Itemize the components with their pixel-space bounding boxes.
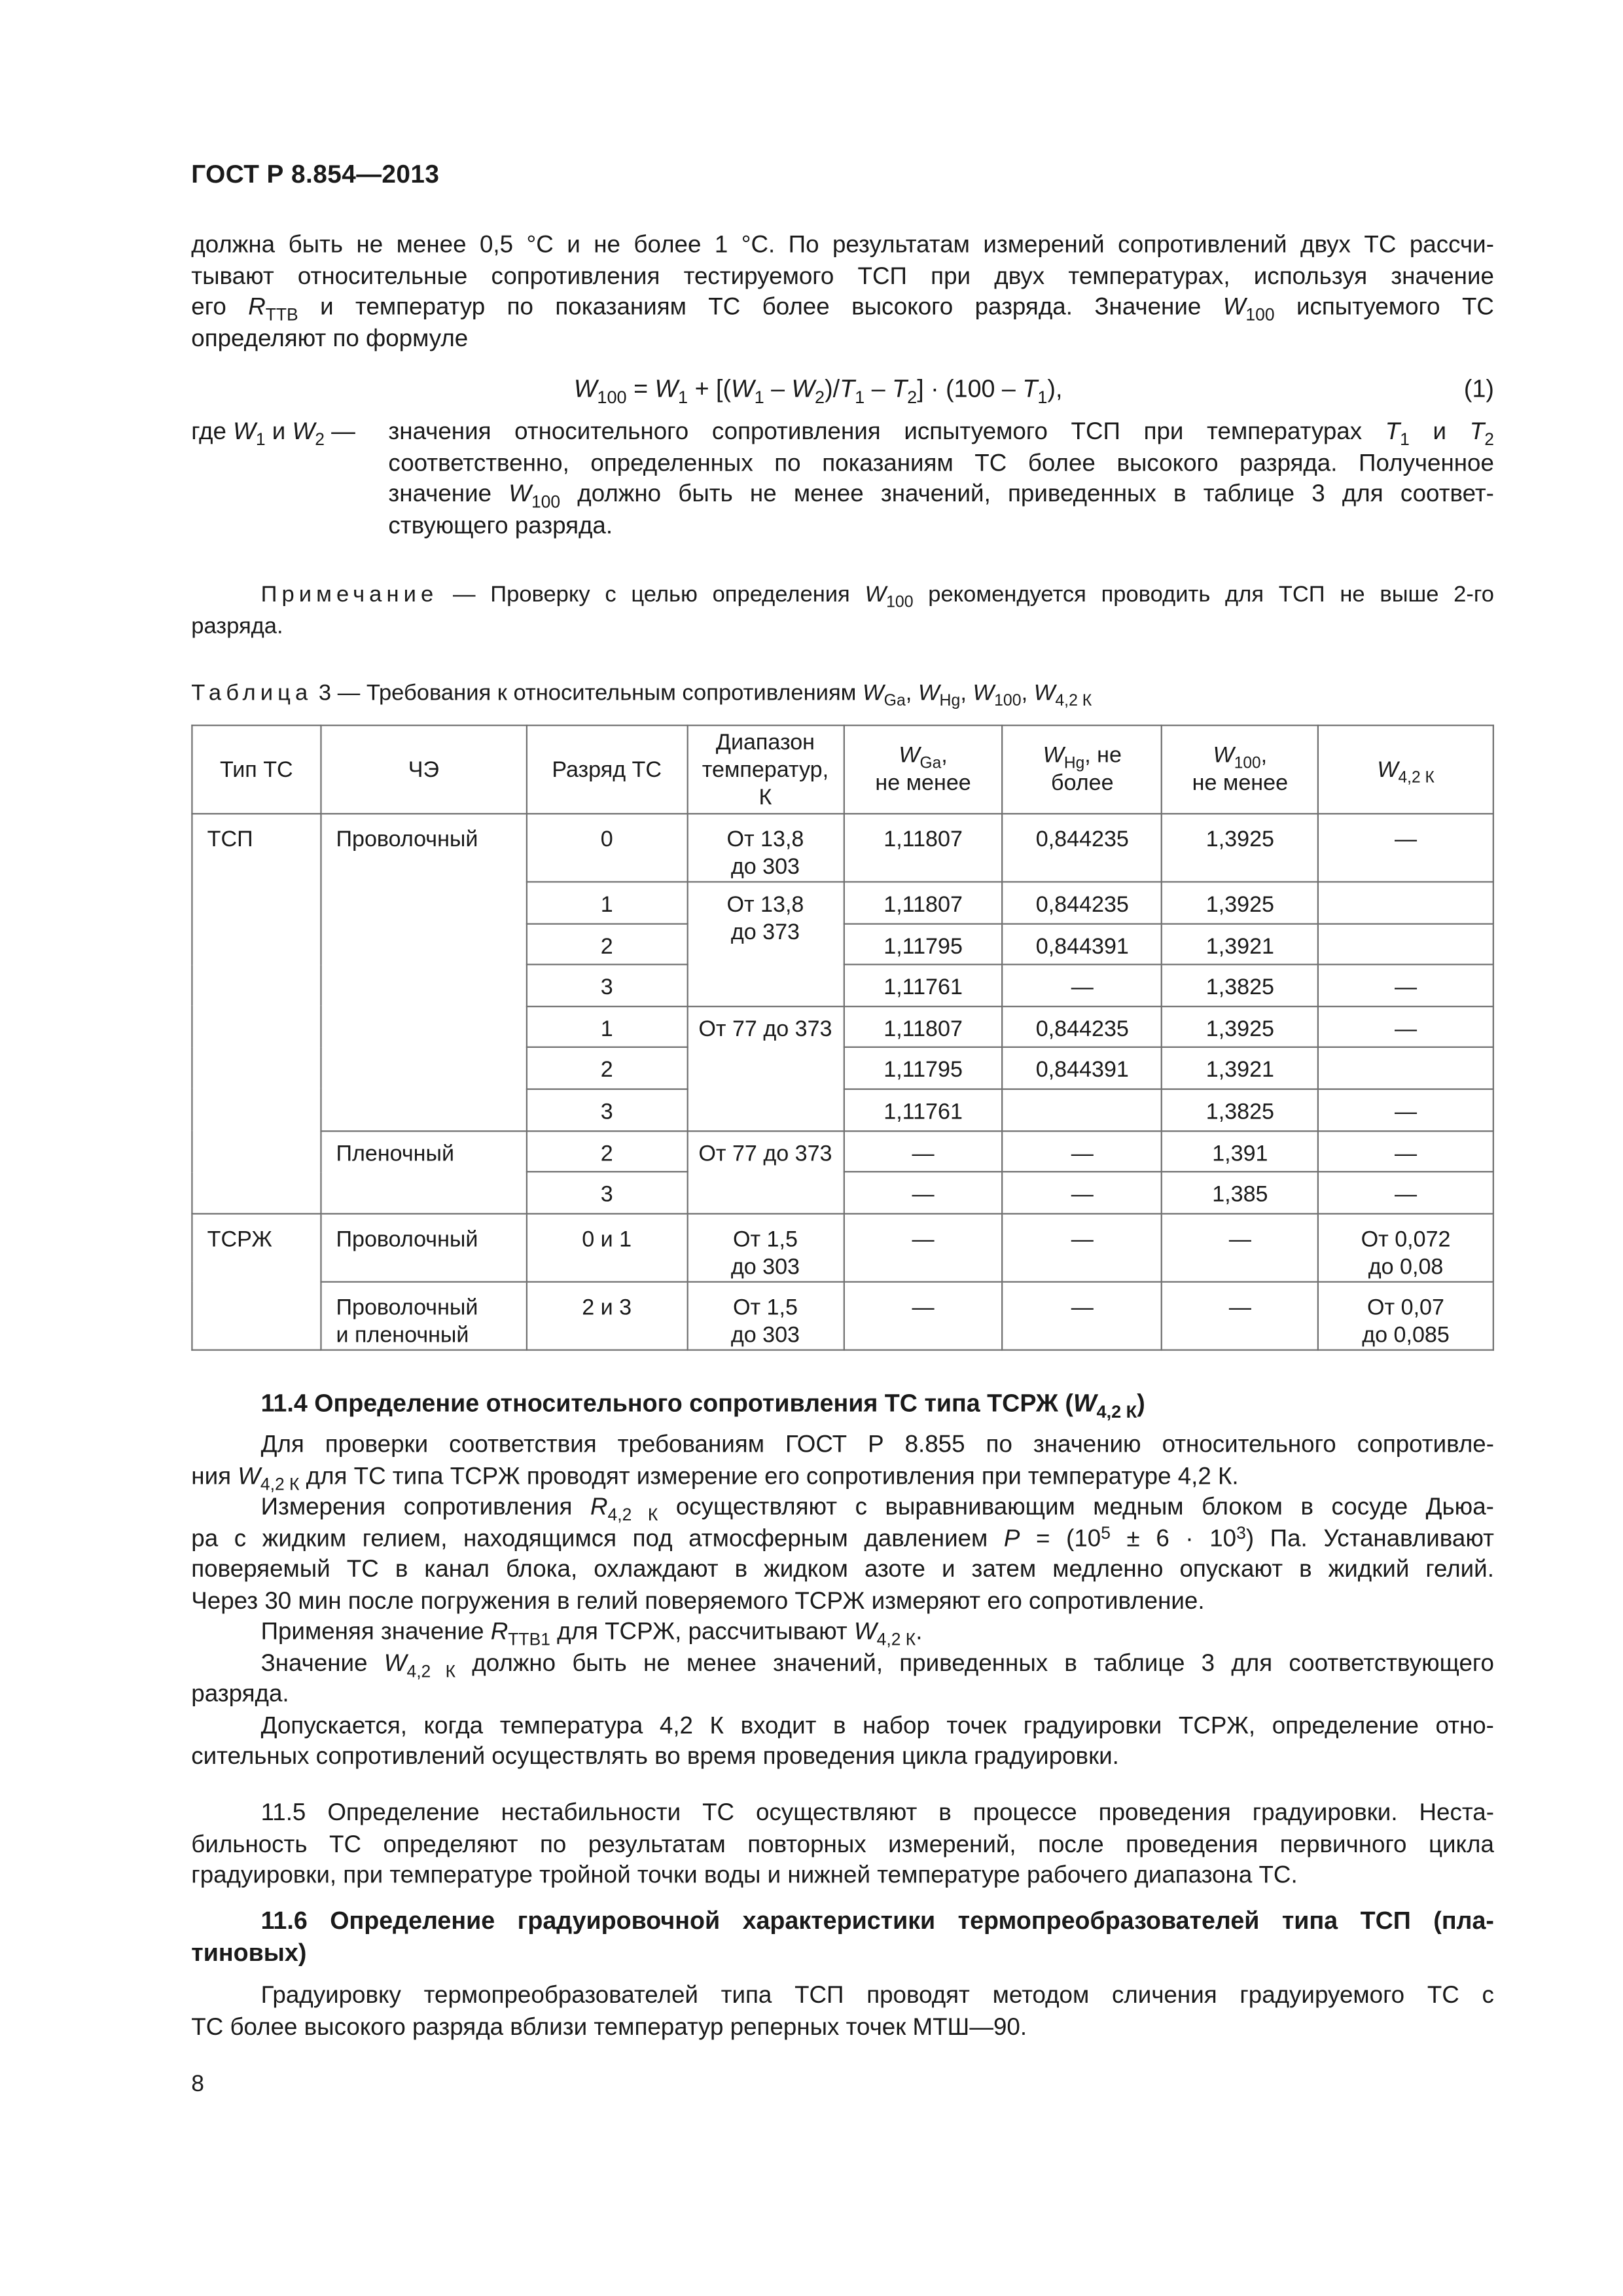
- header-wga: $W_{Ga}$, не менее: [844, 725, 1003, 814]
- cell-w100: 1,3825: [1162, 965, 1318, 1006]
- text-line: Значение $W_{4,2 К}$ должно быть не менее значений, приведенных в таблице 3 для соответствующего: [260, 1648, 1494, 1681]
- text-line: его $R_{ТТВ}$ и температур по показаниям ТС более высокого разряда. Значение $W_{100}$ испытуемого ТС: [191, 293, 1494, 325]
- cell-class: 2: [526, 924, 687, 965]
- cell-w42: [1318, 924, 1493, 965]
- cell-element: Пленочный: [321, 1130, 526, 1213]
- header-w42: $W_{4,2 К}$: [1318, 725, 1493, 814]
- cell-wga: —: [844, 1282, 1003, 1350]
- section-11-4-body: [191, 1429, 1494, 1772]
- cell-w100: 1,3921: [1162, 1048, 1318, 1089]
- text-line: должна быть не менее 0,5 °C и не более 1 °C. По результатам измерений сопротивлений двух ТС рассчи-: [191, 230, 1494, 259]
- cell-w100: —: [1162, 1282, 1318, 1350]
- cell-w42: [1318, 882, 1493, 923]
- cell-w100: 1,3825: [1162, 1089, 1318, 1130]
- cell-wga: 1,11795: [844, 924, 1003, 965]
- cell-whg: —: [1003, 1172, 1162, 1213]
- cell-wga: 1,11807: [844, 814, 1003, 882]
- cell-element: Проволочный: [321, 814, 526, 1130]
- cell-range: От 13,8 до 373: [687, 882, 844, 1006]
- table-row: [192, 1213, 1493, 1282]
- text-line: Допускается, когда температура 4,2 К входит в набор точек градуировки ТСРЖ, определение отно-: [260, 1710, 1494, 1739]
- cell-w100: 1,3925: [1162, 882, 1318, 923]
- cell-whg: —: [1003, 1213, 1162, 1282]
- cell-whg: [1003, 1089, 1162, 1130]
- cell-class: 2: [526, 1130, 687, 1172]
- cell-whg: —: [1003, 1130, 1162, 1172]
- text-line: определяют по формуле: [191, 323, 469, 351]
- section-title-11-4: 11.4 Определение относительного сопротивления ТС типа ТСРЖ $(W_{4,2 К})$: [260, 1390, 1145, 1422]
- section-11-6-body: [191, 1980, 1494, 2042]
- cell-w42: —: [1318, 1006, 1493, 1047]
- cell-w42: От 0,072 до 0,08: [1318, 1213, 1493, 1282]
- page-number: 8: [191, 2072, 205, 2098]
- text-line: ния $W_{4,2 К}$ для ТС типа ТСРЖ проводят измерение его сопротивления при температуре 4,2 К.: [191, 1462, 1239, 1494]
- table-row: [192, 1282, 1493, 1350]
- section-title-11-6: [191, 1906, 1494, 1968]
- cell-w100: 1,391: [1162, 1130, 1318, 1172]
- text-line: ствующего разряда.: [388, 511, 613, 539]
- cell-class: 3: [526, 1172, 687, 1213]
- cell-w100: —: [1162, 1213, 1318, 1282]
- where-label: где $W_1$ и $W_2$ —: [191, 417, 355, 450]
- cell-whg: —: [1003, 1282, 1162, 1350]
- where-explanation: [388, 416, 1494, 541]
- cell-class: 2 и 3: [526, 1282, 687, 1350]
- cell-whg: —: [1003, 965, 1162, 1006]
- text-line: сительных сопротивлений осуществлять во время проведения цикла градуировки.: [191, 1742, 1119, 1770]
- table-row: [192, 814, 1493, 882]
- header-type: Тип ТС: [192, 725, 321, 814]
- cell-element: Проволочный и пленочный: [321, 1282, 526, 1350]
- cell-wga: 1,11761: [844, 1089, 1003, 1130]
- cell-whg: 0,844235: [1003, 882, 1162, 923]
- cell-class: 1: [526, 882, 687, 923]
- formula: $W_{100} = W_1 + [(W_1 - W_2)/T_1 - T_2] \cdot (100 - T_1)$,: [573, 375, 1063, 408]
- text-line: Для проверки соответствия требованиям ГОСТ Р 8.855 по значению относительного сопротивле-: [260, 1430, 1494, 1458]
- note-line: разряда.: [191, 613, 283, 639]
- cell-w100: 1,385: [1162, 1172, 1318, 1213]
- cell-wga: 1,11795: [844, 1048, 1003, 1089]
- text-line: 11.5 Определение нестабильности ТС осуществляют в процессе проведения градуировки. Неста-: [260, 1798, 1494, 1827]
- cell-class: 0 и 1: [526, 1213, 687, 1282]
- table-header-row: [192, 725, 1493, 814]
- cell-w100: 1,3925: [1162, 814, 1318, 882]
- text-line: соответственно, определенных по показаниям ТС более высокого разряда. Полученное: [388, 448, 1494, 476]
- cell-range: От 13,8 до 303: [687, 814, 844, 882]
- cell-class: 3: [526, 965, 687, 1006]
- text-line: поверяемый ТС в канал блока, охлаждают в жидком азоте и затем медленно опускают в жидкий гелий.: [191, 1554, 1494, 1583]
- cell-w42: —: [1318, 814, 1493, 882]
- cell-type: ТСРЖ: [192, 1213, 321, 1350]
- note-label: Примечание: [260, 583, 438, 607]
- cell-class: 3: [526, 1089, 687, 1130]
- text-line: ра с жидким гелием, находящимся под атмосферным давлением $P = (10^5 \pm 6 \cdot 10^3)$ Па. Устанавливают: [191, 1522, 1494, 1552]
- cell-w100: 1,3925: [1162, 1006, 1318, 1047]
- text-line: 11.6 Определение градуировочной характеристики термопреобразователей типа ТСП (пла-: [260, 1907, 1494, 1935]
- cell-wga: 1,11807: [844, 1006, 1003, 1047]
- text-line: Измерения сопротивления $R_{4,2 К}$ осуществляют с выравнивающим медным блоком в сосуде Дьюа-: [260, 1492, 1494, 1525]
- cell-wga: 1,11761: [844, 965, 1003, 1006]
- cell-range: От 1,5 до 303: [687, 1282, 844, 1350]
- document-header: ГОСТ Р 8.854—2013: [191, 159, 440, 188]
- cell-whg: 0,844391: [1003, 924, 1162, 965]
- cell-wga: —: [844, 1213, 1003, 1282]
- cell-class: 0: [526, 814, 687, 882]
- section-11-5: [191, 1797, 1494, 1891]
- cell-range: От 1,5 до 303: [687, 1213, 844, 1282]
- header-element: ЧЭ: [321, 725, 526, 814]
- table-caption: Таблица 3 — Требования к относительным сопротивлениям $W_{Ga}$, $W_{Hg}$, $W_{100}$, $W_{4,2 К}$: [191, 681, 1092, 710]
- note-line: Примечание — Проверку с целью определения $W_{100}$ рекомендуется проводить для ТСП не выше 2-го: [260, 583, 1494, 612]
- text-line: Градуировку термопреобразователей типа ТСП проводят методом сличения градуируемого ТС с: [260, 1981, 1494, 2009]
- text-line: Применяя значение $R_{ТТВ1}$ для ТСРЖ, рассчитывают $W_{4,2 К}$.: [260, 1617, 923, 1650]
- cell-element: Проволочный: [321, 1213, 526, 1282]
- text-line: градуировки, при температуре тройной точки воды и нижней температуре рабочего диапазона ТС.: [191, 1861, 1298, 1889]
- cell-w42: От 0,07 до 0,085: [1318, 1282, 1493, 1350]
- cell-wga: 1,11807: [844, 882, 1003, 923]
- cell-wga: —: [844, 1130, 1003, 1172]
- cell-class: 1: [526, 1006, 687, 1047]
- text-line: тывают относительные сопротивления тестируемого ТСП при двух температурах, используя значение: [191, 261, 1494, 289]
- cell-whg: 0,844235: [1003, 814, 1162, 882]
- cell-class: 2: [526, 1048, 687, 1089]
- text-line: бильность ТС определяют по результатам повторных измерений, после проведения первичного цикла: [191, 1829, 1494, 1857]
- header-range: Диапазон температур, К: [687, 725, 844, 814]
- cell-w100: 1,3921: [1162, 924, 1318, 965]
- cell-w42: [1318, 1048, 1493, 1089]
- text-line: Через 30 мин после погружения в гелий поверяемого ТСРЖ измеряют его сопротивление.: [191, 1586, 1205, 1614]
- header-class: Разряд ТС: [526, 725, 687, 814]
- intro-paragraph: [191, 229, 1494, 353]
- header-whg: $W_{Hg}$, не более: [1003, 725, 1162, 814]
- text-line: разряда.: [191, 1679, 289, 1708]
- text-line: ТС более высокого разряда вблизи температур реперных точек МТШ—90.: [191, 2012, 1027, 2040]
- cell-w42: —: [1318, 1089, 1493, 1130]
- cell-w42: —: [1318, 1172, 1493, 1213]
- cell-range: От 77 до 373: [687, 1006, 844, 1130]
- cell-w42: —: [1318, 1130, 1493, 1172]
- cell-range: От 77 до 373: [687, 1130, 844, 1213]
- cell-type: ТСП: [192, 814, 321, 1213]
- cell-wga: —: [844, 1172, 1003, 1213]
- text-line: значение $W_{100}$ должно быть не менее значений, приведенных в таблице 3 для соответ-: [388, 479, 1494, 512]
- equation-number: (1): [1463, 375, 1494, 403]
- cell-w42: —: [1318, 965, 1493, 1006]
- text-line: тиновых): [191, 1938, 307, 1966]
- cell-whg: 0,844235: [1003, 1006, 1162, 1047]
- requirements-table: [191, 725, 1494, 1350]
- note: [191, 580, 1494, 642]
- header-w100: $W_{100}$, не менее: [1162, 725, 1318, 814]
- text-line: значения относительного сопротивления испытуемого ТСП при температурах $T_1$ и $T_2$: [388, 417, 1494, 450]
- cell-whg: 0,844391: [1003, 1048, 1162, 1089]
- table-row: [192, 1130, 1493, 1172]
